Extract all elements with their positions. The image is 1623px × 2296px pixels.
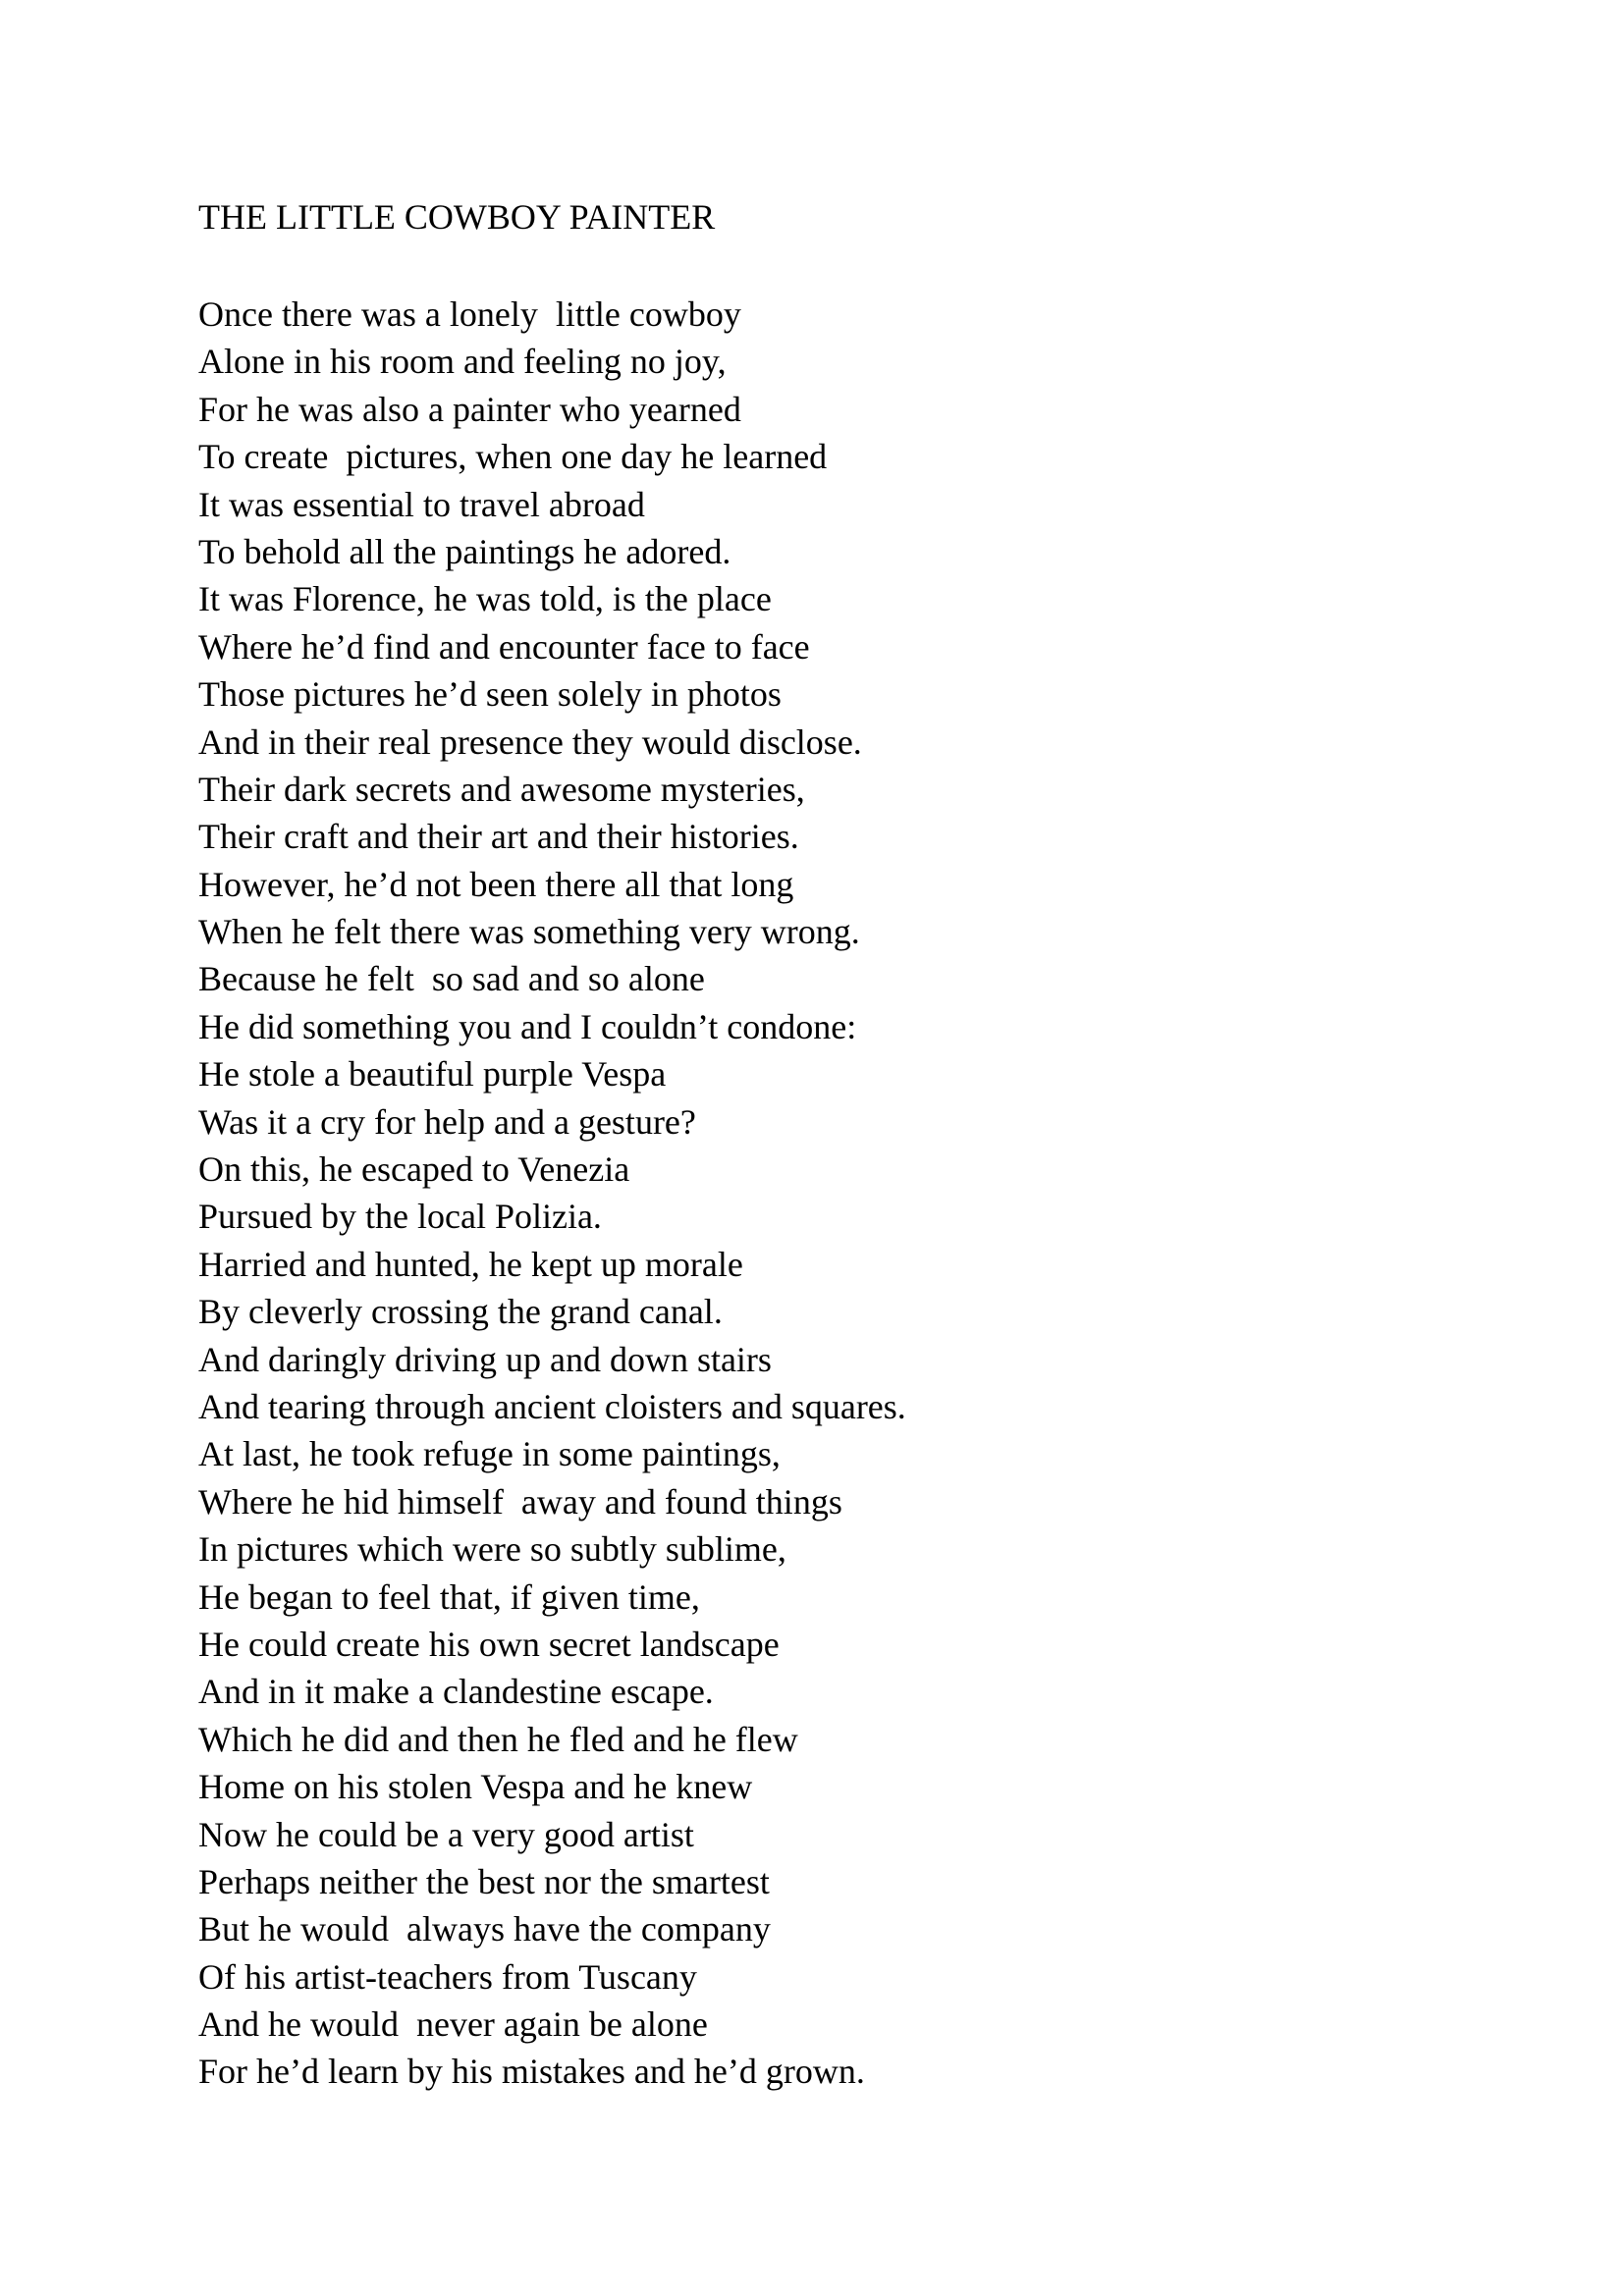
poem-line: Pursued by the local Polizia. bbox=[198, 1197, 602, 1237]
poem-line: And he would never again be alone bbox=[198, 2004, 708, 2045]
poem-line: It was essential to travel abroad bbox=[198, 484, 645, 524]
poem-line: For he’d learn by his mistakes and he’d grown. bbox=[198, 2052, 865, 2092]
poem-line: To behold all the paintings he adored. bbox=[198, 531, 731, 571]
poem-line: But he would always have the company bbox=[198, 1909, 771, 1949]
poem-line: Which he did and then he fled and he flew bbox=[198, 1719, 798, 1759]
poem-line: He stole a beautiful purple Vespa bbox=[198, 1054, 667, 1095]
poem-line: To create pictures, when one day he learned bbox=[198, 437, 828, 477]
poem-line: For he was also a painter who yearned bbox=[198, 389, 741, 429]
poem-body bbox=[198, 291, 906, 2096]
poem-line: He did something you and I couldn’t condone: bbox=[198, 1006, 857, 1046]
poem-line: Their craft and their art and their histories. bbox=[198, 817, 799, 857]
poem-line: At last, he took refuge in some paintings, bbox=[198, 1434, 781, 1474]
poem-line: It was Florence, he was told, is the place bbox=[198, 579, 772, 619]
poem-line: In pictures which were so subtly sublime, bbox=[198, 1529, 786, 1570]
poem-line: Once there was a lonely little cowboy bbox=[198, 294, 741, 334]
poem-line: Now he could be a very good artist bbox=[198, 1814, 694, 1854]
poem-line: And in their real presence they would disclose. bbox=[198, 721, 862, 762]
poem-line: When he felt there was something very wrong. bbox=[198, 912, 860, 952]
poem-line: And tearing through ancient cloisters and squares. bbox=[198, 1386, 906, 1426]
poem-line: And daringly driving up and down stairs bbox=[198, 1339, 772, 1379]
poem-line: Alone in his room and feeling no joy, bbox=[198, 342, 727, 382]
poem-line: And in it make a clandestine escape. bbox=[198, 1672, 714, 1712]
poem-line: Because he felt so sad and so alone bbox=[198, 959, 705, 999]
poem-line: Where he hid himself away and found things bbox=[198, 1481, 842, 1522]
poem-line: Harried and hunted, he kept up morale bbox=[198, 1244, 743, 1284]
poem-line: By cleverly crossing the grand canal. bbox=[198, 1292, 723, 1332]
poem-line: Where he’d find and encounter face to face bbox=[198, 626, 810, 667]
poem-line: Those pictures he’d seen solely in photos bbox=[198, 674, 782, 715]
poem-line: He began to feel that, if given time, bbox=[198, 1576, 700, 1617]
poem-line: Was it a cry for help and a gesture? bbox=[198, 1101, 696, 1142]
poem-line: However, he’d not been there all that long bbox=[198, 864, 794, 904]
poem-title: THE LITTLE COWBOY PAINTER bbox=[198, 197, 716, 237]
poem-line: Home on his stolen Vespa and he knew bbox=[198, 1767, 753, 1807]
poem-line: Of his artist-teachers from Tuscany bbox=[198, 1956, 697, 1997]
poem-line: He could create his own secret landscape bbox=[198, 1624, 780, 1664]
poem-line: Their dark secrets and awesome mysteries, bbox=[198, 769, 805, 809]
poem-line: Perhaps neither the best nor the smartest bbox=[198, 1861, 770, 1901]
poem-line: On this, he escaped to Venezia bbox=[198, 1149, 630, 1190]
